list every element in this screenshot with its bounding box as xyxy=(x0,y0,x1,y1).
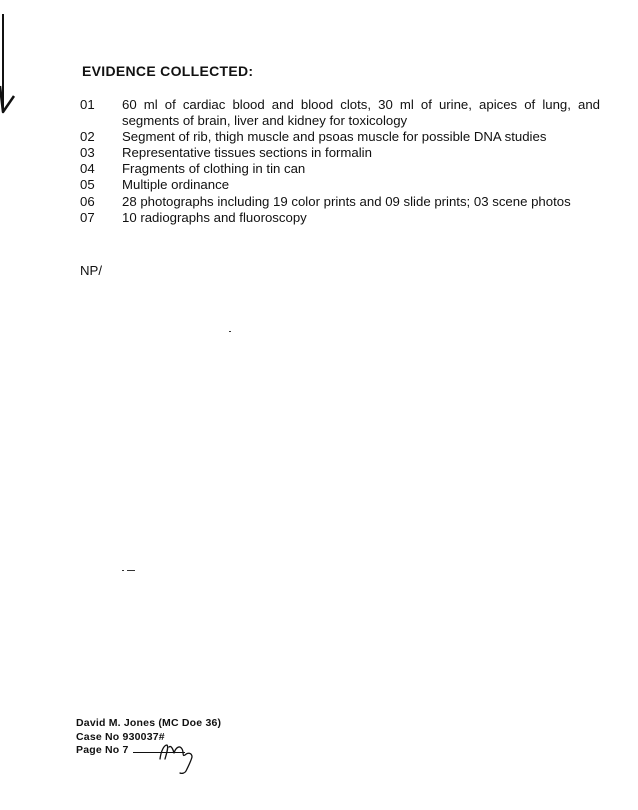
item-text: 60 ml of cardiac blood and blood clots, 30 ml of urine, apices of lung, and segments of brain, liver and kidney for toxicology xyxy=(122,97,600,128)
footer-author: David M. Jones (MC Doe 36) xyxy=(76,717,222,729)
evidence-item xyxy=(80,129,600,145)
item-number: 07 xyxy=(80,209,95,225)
item-number: 02 xyxy=(80,128,95,144)
item-number: 03 xyxy=(80,144,95,160)
item-text: 28 photographs including 19 color prints and 09 slide prints; 03 scene photos xyxy=(122,193,571,209)
scan-speck xyxy=(127,570,135,571)
item-number: 01 xyxy=(80,97,95,112)
item-text: Segment of rib, thigh muscle and psoas muscle for possible DNA studies xyxy=(122,128,547,144)
scan-speck xyxy=(229,331,231,332)
evidence-item xyxy=(80,177,600,193)
evidence-list xyxy=(80,97,600,226)
item-number: 05 xyxy=(80,177,95,193)
item-number: 06 xyxy=(80,193,95,209)
item-text: 10 radiographs and fluoroscopy xyxy=(122,209,307,225)
footer-case-number: Case No 930037# xyxy=(76,730,165,743)
evidence-item xyxy=(80,145,600,161)
arrow-mark-icon xyxy=(0,14,16,124)
evidence-item xyxy=(80,210,600,226)
footer-page-number: Page No 7 xyxy=(76,744,129,756)
scan-speck xyxy=(122,570,124,571)
evidence-item xyxy=(80,161,600,177)
item-text: Multiple ordinance xyxy=(122,177,230,193)
item-number: 04 xyxy=(80,161,95,177)
np-initials: NP/ xyxy=(80,263,102,278)
item-text: Fragments of clothing in tin can xyxy=(122,161,306,177)
section-heading: EVIDENCE COLLECTED: xyxy=(82,63,254,79)
evidence-item xyxy=(80,194,600,210)
signature-icon xyxy=(152,739,202,775)
evidence-item xyxy=(80,97,600,128)
item-text: Representative tissues sections in formalin xyxy=(122,144,372,160)
